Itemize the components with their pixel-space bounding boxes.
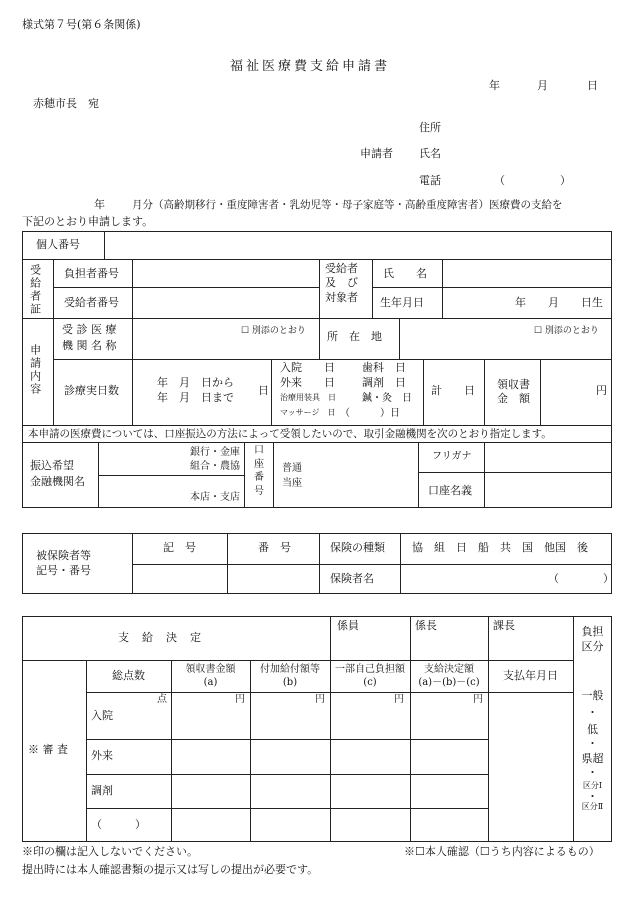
class-general: 一般 [581,689,604,702]
number-label: 番 号 [258,541,291,554]
name-label: 氏名 [419,147,441,160]
col-additional-benefit: 付加給付額等 (b) [260,664,320,688]
day-unit: 日 [258,384,269,397]
burden-number-label: 負担者番号 [64,267,119,280]
symbol-label: 記 号 [163,541,196,554]
class-dot-2: ・ [587,737,598,750]
row-outpatient: 外来 [91,749,113,762]
review-label: ※ 審 査 [28,743,68,756]
category-row-3-right: 鍼・灸 日 [362,393,412,404]
attached-left[interactable]: ☐ 別添のとおり [241,326,306,336]
date-month: 月 [537,79,548,92]
burden-class-label: 負担 区分 [581,625,604,653]
recipient-number-label: 受給者番号 [64,296,119,309]
class-dot-4: ・ [587,790,598,803]
decision-label: 支 給 決 定 [118,631,202,644]
from-text: 年 月 日から [157,376,234,389]
birth-value: 年 月 日生 [515,296,603,309]
birth-label: 生年月日 [380,296,424,309]
account-number-label: 口 座 番 号 [254,445,264,497]
insurer-label: 保険者名 [330,572,374,585]
phone-parens: （ ） [494,174,571,187]
col-receipt-amount: 領収書金額 (a) [185,664,236,688]
apply-label: 申請内容 [28,344,42,396]
bank-types: 銀行・金庫 組合・農協 [190,447,240,472]
body-text-line2: 下記のとおり申請します。 [22,215,154,228]
attached-right[interactable]: ☐ 別添のとおり [534,326,599,336]
account-name-label: 口座名義 [428,484,472,497]
yen-unit-d: 円 [473,694,483,705]
target-label: 受給者 及 び 対象者 [325,262,358,304]
phone-label: 電話 [419,174,441,187]
location-label: 所 在 地 [327,330,382,343]
chief-label: 係長 [415,619,437,632]
class-division-2: 区分Ⅱ [581,802,604,811]
class-dot-3: ・ [587,766,598,779]
class-dot-1: ・ [587,706,598,719]
applicant-role: 申請者 [360,147,393,160]
col-payment-date: 支払年月日 [503,669,558,682]
class-prefecture: 県超 [581,752,604,765]
name-cell-label: 氏 名 [383,267,427,280]
addressee: 赤穂市長 宛 [33,97,99,110]
col-decision-amount: 支給決定額 (a)－(b)－(c) [418,664,480,688]
date-day: 日 [587,79,598,92]
insured-label: 被保険者等 記号・番号 [36,549,91,577]
footer-note-bottom: 提出時には本人確認書類の提示又は写しの提出が必要です。 [22,863,319,876]
date-year: 年 [489,79,500,92]
yen-unit-a: 円 [235,694,245,705]
staff-label: 係員 [337,619,359,632]
category-row-3-left: 治療用装具 日 [280,393,336,402]
row-inpatient: 入院 [91,709,113,722]
receipt-yen: 円 [596,384,607,397]
bank-label: 振込希望 金融機関名 [30,459,85,488]
to-text: 年 月 日まで [157,391,234,404]
category-row-1-right: 歯科 日 [362,361,406,374]
row-dispensing: 調剤 [91,784,113,797]
personal-number-label: 個人番号 [36,238,80,251]
yen-unit-c: 円 [394,694,404,705]
receipt-label: 領収書 金 額 [497,378,530,405]
address-label: 住所 [419,121,441,134]
total-label: 計 日 [431,384,475,397]
account-types: 普通 当座 [282,463,302,489]
card-label: 受給者証 [28,264,42,316]
category-row-4-left: マッサージ 日 [280,408,336,417]
footer-note-left: ※印の欄は記入しないでください。 [22,845,198,858]
category-row-4-right: （ ）日 [340,408,400,419]
col-self-burden: 一部自己負担額 (c) [335,664,405,688]
body-text-line1: 月分（高齢期移行・重度障害者・乳幼児等・母子家庭等・高齢重度障害者）医療費の支給を [132,199,563,211]
col-total-points: 総点数 [112,669,145,682]
bank-notice: 本申請の医療費については、口座振込の方法によって受領したいので、取引金融機関を次のとおり指定します。 [28,428,552,440]
body-year: 年 [94,198,105,211]
points-unit: 点 [157,694,167,705]
furigana-label: フリガナ [432,451,472,462]
branch-types: 本店・支店 [190,492,240,503]
insurer-parens: （ ） [548,572,614,585]
row-other: （ ） [91,818,146,831]
category-row-2-right: 調剤 日 [362,376,406,389]
yen-unit-b: 円 [315,694,325,705]
class-division-1: 区分Ⅰ [582,781,603,790]
head-label: 課長 [493,619,515,632]
days-label: 診療実日数 [64,384,119,397]
insurance-types: 協 組 日 船 共 国 他国 後 [412,541,588,554]
category-row-1-left: 入院 日 [280,361,335,374]
facility-label: 受 診 医 療 機 関 名 称 [62,323,117,352]
insurance-type-label: 保険の種類 [330,541,385,554]
category-row-2-left: 外来 日 [280,376,335,389]
class-low: 低 [587,723,598,736]
form-number: 様式第７号(第６条関係) [22,18,141,31]
page-title: 福祉医療費支給申請書 [230,59,391,74]
footer-note-right: ※☐本人確認（☐うち内容によるもの） [404,845,600,858]
